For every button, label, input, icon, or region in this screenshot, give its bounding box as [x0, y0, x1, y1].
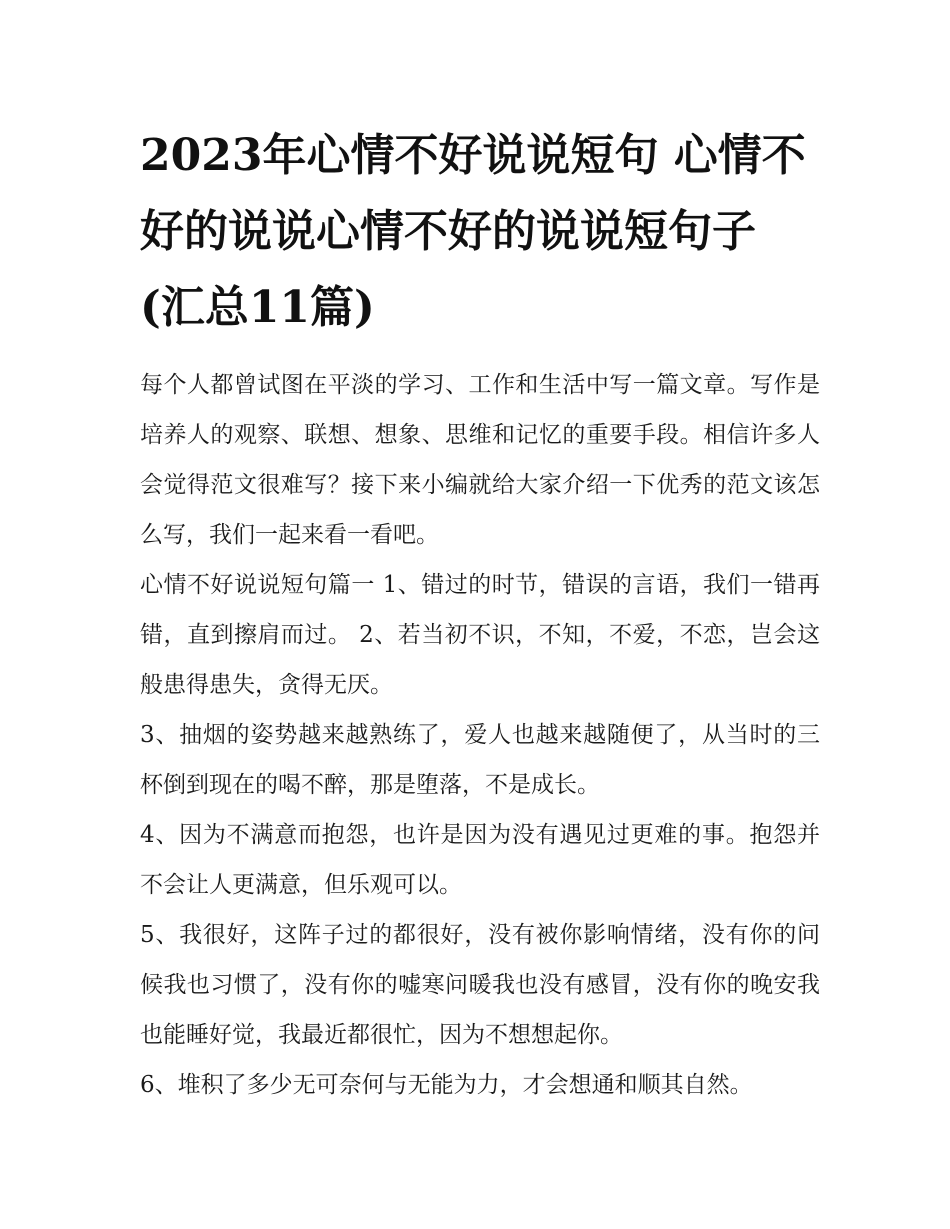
paragraph-item-3: 3、抽烟的姿势越来越熟练了，爱人也越来越随便了，从当时的三杯倒到现在的喝不醉，那是堕落，不是成长。: [140, 722, 820, 798]
paragraph-intro: 每个人都曾试图在平淡的学习、工作和生活中写一篇文章。写作是培养人的观察、联想、想象、思维和记忆的重要手段。相信许多人会觉得范文很难写？接下来小编就给大家介绍一下优秀的范文该怎么写，我们一起来看一看吧。: [140, 372, 820, 548]
paragraph-item-4: 4、因为不满意而抱怨，也许是因为没有遇见过更难的事。抱怨并不会让人更满意，但乐观可以。: [140, 822, 820, 898]
document-title: 2023年心情不好说说短句 心情不好的说说心情不好的说说短句子(汇总11篇): [140, 130, 806, 333]
document-body: [140, 360, 820, 1110]
document-content: [140, 118, 820, 1110]
paragraph-item-6: 6、堆积了多少无可奈何与无能为力，才会想通和顺其自然。: [140, 1072, 753, 1098]
paragraph-item-5: 5、我很好，这阵子过的都很好，没有被你影响情绪，没有你的问候我也习惯了，没有你的嘘寒问暖我也没有感冒，没有你的晚安我也能睡好觉，我最近都很忙，因为不想想起你。: [140, 922, 820, 1048]
paragraph-section-one: 心情不好说说短句篇一 1、错过的时节，错误的言语，我们一错再错，直到擦肩而过。 2、若当初不识，不知，不爱，不恋，岂会这般患得患失，贪得无厌。: [140, 572, 820, 698]
